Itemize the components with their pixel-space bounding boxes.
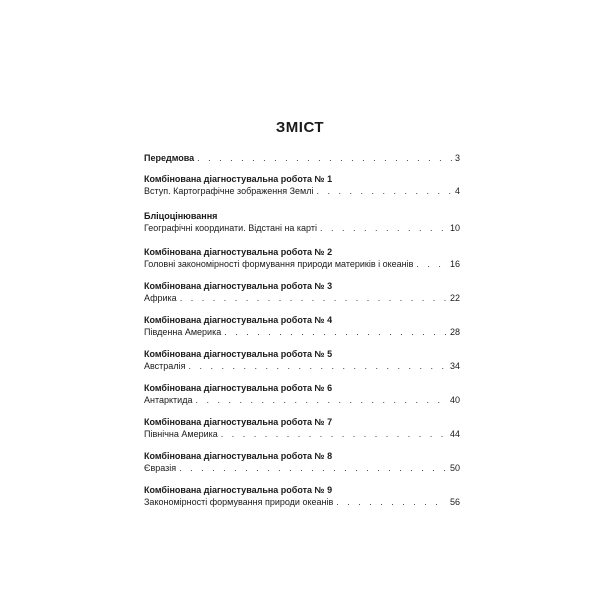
toc-entry-heading: Комбінована діагностувальна робота № 4: [144, 315, 333, 325]
toc-entry-heading: Комбінована діагностувальна робота № 2: [144, 247, 333, 257]
toc-entry: [144, 246, 460, 270]
toc-page-number: 44: [449, 429, 460, 439]
toc-entry-heading: Комбінована діагностувальна робота № 6: [144, 383, 333, 393]
toc-entry-title: Північна Америка: [144, 429, 218, 439]
toc-page-number: 28: [449, 327, 460, 337]
toc-entry-heading: Комбінована діагностувальна робота № 9: [144, 485, 333, 495]
toc-leader-dots: [180, 292, 447, 304]
toc-line[interactable]: [144, 185, 460, 197]
toc-entry: [144, 210, 460, 234]
toc-entry-title: Вступ. Картографічне зображення Землі: [144, 186, 314, 196]
toc-entry-heading: Комбінована діагностувальна робота № 7: [144, 417, 333, 427]
toc-entry-heading: Комбінована діагностувальна робота № 1: [144, 174, 333, 184]
toc-leader-dots: [316, 185, 452, 197]
toc-entry-title: Південна Америка: [144, 327, 222, 337]
toc-page-number: 10: [449, 223, 460, 233]
toc-line[interactable]: [144, 360, 460, 372]
toc-line[interactable]: [144, 394, 460, 406]
toc-line[interactable]: [144, 258, 460, 270]
toc-entry-title: Передмова: [144, 153, 195, 163]
toc-line[interactable]: [144, 496, 460, 508]
toc-entry-heading: Бліцоцінювання: [144, 211, 218, 221]
toc-page-number: 34: [449, 361, 460, 371]
toc-page-number: 50: [449, 463, 460, 473]
toc-page-number: 4: [454, 186, 460, 196]
toc-page-number: 56: [449, 497, 460, 507]
toc-line[interactable]: [144, 222, 460, 234]
toc-entry: [144, 450, 460, 474]
toc-entry-title: Африка: [144, 293, 177, 303]
toc-page-number: 16: [449, 259, 460, 269]
toc-leader-dots: [416, 258, 447, 270]
toc-leader-dots: [336, 496, 447, 508]
toc-leader-dots: [320, 222, 447, 234]
table-of-contents: [144, 152, 460, 508]
page-title: ЗМІСТ: [275, 119, 325, 136]
toc-entry-title: Закономірності формування природи океанів: [144, 497, 334, 507]
toc-entry: [144, 484, 460, 508]
toc-leader-dots: [197, 152, 452, 164]
toc-leader-dots: [221, 428, 447, 440]
toc-entry-title: Головні закономірності формування природи материків і океанів: [144, 259, 414, 269]
toc-leader-dots: [195, 394, 447, 406]
toc-entry: [144, 348, 460, 372]
toc-line[interactable]: [144, 152, 460, 164]
toc-leader-dots: [224, 326, 447, 338]
toc-entry: [144, 382, 460, 406]
toc-line[interactable]: [144, 292, 460, 304]
toc-entry: [144, 314, 460, 338]
toc-entry: [144, 173, 460, 197]
toc-entry-title: Євразія: [144, 463, 177, 473]
toc-line[interactable]: [144, 326, 460, 338]
toc-entry: [144, 280, 460, 304]
toc-entry-preface: [144, 152, 460, 164]
toc-entry-heading: Комбінована діагностувальна робота № 8: [144, 451, 333, 461]
toc-page-number: 3: [454, 153, 460, 163]
toc-entry: [144, 416, 460, 440]
toc-line[interactable]: [144, 428, 460, 440]
toc-entry-title: Австралія: [144, 361, 186, 371]
toc-line[interactable]: [144, 462, 460, 474]
toc-entry-title: Географічні координати. Відстані на карті: [144, 223, 317, 233]
toc-page-number: 40: [449, 395, 460, 405]
toc-page-number: 22: [449, 293, 460, 303]
toc-leader-dots: [179, 462, 447, 474]
toc-entry-heading: Комбінована діагностувальна робота № 3: [144, 281, 333, 291]
toc-entry-heading: Комбінована діагностувальна робота № 5: [144, 349, 333, 359]
toc-leader-dots: [188, 360, 447, 372]
toc-entry-title: Антарктида: [144, 395, 193, 405]
